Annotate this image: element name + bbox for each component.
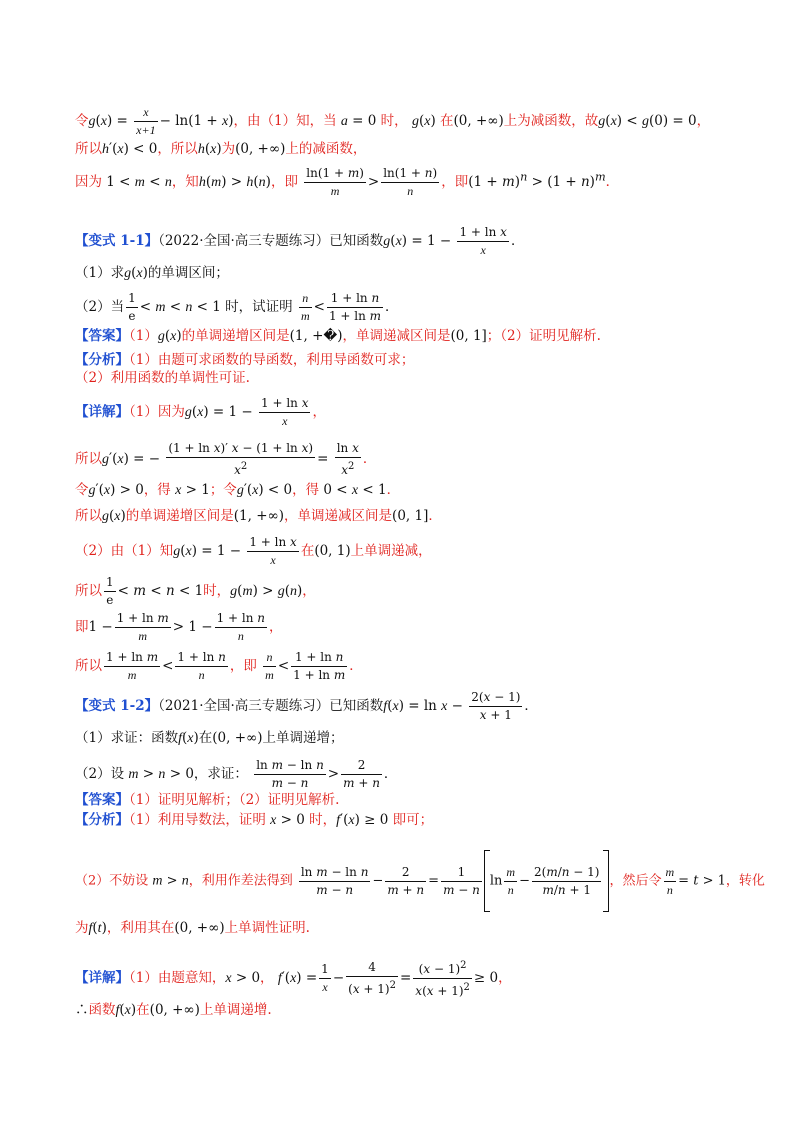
variant-1-1-analysis-2 bbox=[75, 368, 740, 388]
variant-1-1-detail-6: 所以 $\frac{1}{e}$ < m < n < 1时，g(m) > g(n)， bbox=[75, 575, 316, 607]
variant-1-2-question-2: （2）设 m > n > 0，求证： $\frac{\text{ln m − ln n}}{m - n}$ > $\frac{2}{m + n}$ ． bbox=[75, 758, 398, 790]
answer-2-text: （1）证明见解析；（2）证明见解析. bbox=[129, 792, 340, 808]
variant-1-1-detail-3: 令g′(x) > 0，得 x > 1；令g′(x) < 0，得 0 < x < 1． bbox=[75, 482, 401, 498]
solution-line-2: 所以h′(x) < 0，所以h(x)为(0, +∞)上的减函数， bbox=[75, 141, 367, 157]
variant-1-2-tag: 【变式 1-2】 bbox=[75, 698, 159, 714]
analysis-1-text: （1）由题可求函数的导函数，利用导函数可求； bbox=[129, 352, 415, 368]
variant-1-1-detail-1: 【详解】（1）因为g(x) = 1 − $\frac{\text{1 + ln x}}{x}$ ， bbox=[75, 396, 326, 428]
variant-1-2-detail-2: ∴函数f(x)在(0, +∞)上单调递增. bbox=[75, 1002, 272, 1018]
variant-1-1-detail-4: 所以g(x)的单调递增区间是(1, +∞)，单调递减区间是(0, 1]． bbox=[75, 508, 442, 524]
variant-1-1-tag: 【变式 1-1】 bbox=[75, 233, 159, 249]
variant-1-2-answer bbox=[75, 790, 740, 810]
analysis-tag-2: 【分析】 bbox=[75, 812, 129, 828]
variant-1-1-question-2: （2）当 $\frac{1}{e}$ < m < n < 1 时，试证明 $\frac{n}{m}$ < $\frac{\text{1 + ln n}}{\text{1 + ln m}}$ ． bbox=[75, 291, 399, 323]
variant-1-1-heading: 【变式 1-1】（2022·全国·高三专题练习）已知函数g(x) = 1 − $\frac{\text{1 + ln x}}{x}$ ． bbox=[75, 225, 525, 257]
analysis-2-text: （2）利用函数的单调性可证. bbox=[75, 370, 250, 386]
solution-line-3: 因为 1 < m < n，知h(m) > h(n)，即 $\frac{\ln(1 + m)}{m}$ > $\frac{\ln(1 + n)}{n}$ ，即$(1 + m)^n > (1 + n)^m$． bbox=[75, 166, 620, 198]
solution-line-1: 令g(x) = $\frac{x}{x+1}$ − ln(1 + x)，由（1）知，当 a = 0 时， g(x) 在(0, +∞)上为减函数，故g(x) < g(0) = 0， bbox=[75, 105, 711, 137]
variant-1-1-answer: 【答案】（1）g(x)的单调递增区间是(1, +�)，单调递减区间是(0, 1]；（2）证明见解析. bbox=[75, 328, 601, 344]
variant-1-2-analysis-3: 为f(t)，利用其在(0, +∞)上单调性证明. bbox=[75, 920, 310, 936]
answer-tag-2: 【答案】 bbox=[75, 792, 129, 808]
answer-tag-1: 【答案】 bbox=[75, 328, 129, 344]
variant-1-1-detail-8: 所以 $\frac{\text{1 + ln m}}{m}$ < $\frac{\text{1 + ln n}}{n}$ ，即 $\frac{n}{m}$ < $\frac{\text{1 + ln n}}{\text{1 + ln m}}$ ． bbox=[75, 650, 363, 682]
variant-1-2-analysis-1: 【分析】（1）利用导数法，证明 x > 0 时，f′(x) ≥ 0 即可； bbox=[75, 812, 434, 828]
variant-1-1-question-1: （1）求g(x)的单调区间； bbox=[75, 265, 229, 281]
variant-1-2-heading: 【变式 1-2】（2021·全国·高三专题练习）已知函数f(x) = ln x − $\frac{2(x - 1)}{x + 1}$ ． bbox=[75, 690, 538, 722]
variant-1-2-analysis-2: （2）不妨设 m > n，利用作差法得到 $\frac{\text{ln m − ln n}}{m - n}$ − $\frac{2}{m + n}$ = $\frac{1}{m - n}$ ln $\frac{m}{n}$ − $\frac{2(m/n - 1)}{m/n + 1}$ ，然后令 $\frac{m}{n}$ = t > 1，转化 bbox=[75, 850, 740, 912]
variant-1-1-detail-5: （2）由（1）知g(x) = 1 − $\frac{\text{1 + ln x}}{x}$ 在(0, 1)上单调递减， bbox=[75, 535, 432, 567]
analysis-tag-1: 【分析】 bbox=[75, 352, 129, 368]
detail-tag-2: 【详解】 bbox=[75, 970, 129, 986]
detail-tag-1: 【详解】 bbox=[75, 404, 129, 420]
variant-1-1-detail-7: 即1 − $\frac{\text{1 + ln m}}{m}$ > 1 − $\frac{\text{1 + ln n}}{n}$ ， bbox=[75, 611, 283, 643]
variant-1-1-detail-2: 所以g′(x) = − $\frac{\text{(1 + ln x)′ x − (1 + ln x)}}{x^2}$ = $\frac{\text{ln x}}{x^2}$ ． bbox=[75, 441, 377, 477]
variant-1-2-detail-1: 【详解】（1）由题意知，x > 0， f′(x) = $\frac{1}{x}$ − $\frac{4}{(x + 1)^2}$ = $\frac{(x - 1)^2}{x(x + 1)^2}$ ≥ 0， bbox=[75, 960, 512, 998]
variant-1-1-analysis-1 bbox=[75, 350, 740, 370]
variant-1-2-question-1: （1）求证：函数f(x)在(0, +∞)上单调递增； bbox=[75, 730, 344, 746]
